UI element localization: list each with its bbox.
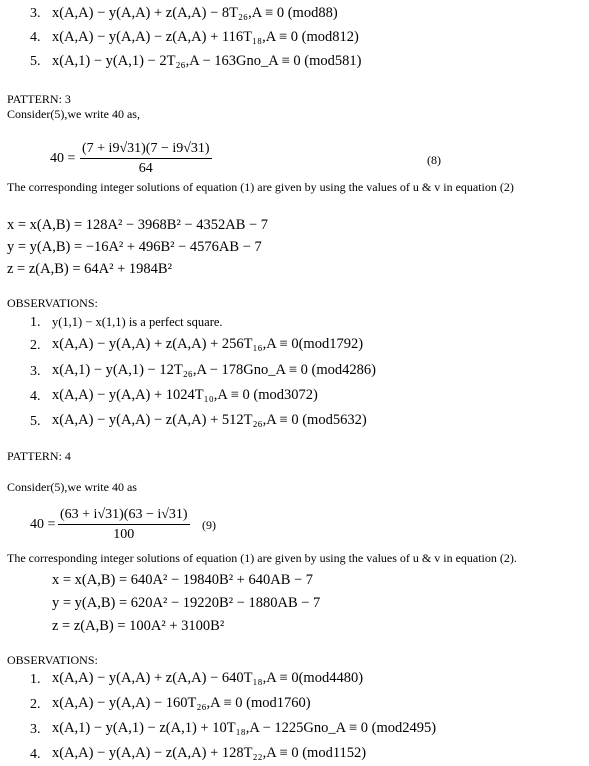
obs-number: 3.: [30, 364, 41, 379]
obs-number: 1.: [30, 315, 41, 330]
consider-text: Consider(5),we write 40 as: [7, 480, 137, 494]
obs-number: 1.: [30, 672, 41, 687]
observation-equation: x(A,A) − y(A,A) − z(A,A) + 116T₁₈,A ≡ 0 (mod812): [52, 29, 359, 45]
observation-equation: x(A,A) − y(A,A) − 160T₂₆,A ≡ 0 (mod1760): [52, 695, 311, 711]
observation-equation: x(A,A) − y(A,A) + z(A,A) − 640T₁₈,A ≡ 0(mod4480): [52, 670, 364, 686]
obs-number: 2.: [30, 697, 41, 712]
obs-number: 4.: [30, 747, 41, 762]
pattern-heading: PATTERN: 3: [7, 92, 71, 106]
solution-x: x = x(A,B) = 128A² − 3968B² − 4352AB − 7: [7, 217, 269, 233]
observation-equation: x(A,A) − y(A,A) + 1024T₁₀,A ≡ 0 (mod3072): [52, 387, 318, 403]
paragraph-text: The corresponding integer solutions of equation (1) are given by using the values of u & v in equation (2): [7, 180, 514, 194]
observation-equation: x(A,A) − y(A,A) − z(A,A) + 512T₂₆,A ≡ 0 (mod5632): [52, 412, 367, 428]
observation-equation: x(A,1) − y(A,1) − z(A,1) + 10T₁₈,A − 1225Gno_A ≡ 0 (mod2495): [52, 720, 437, 736]
equation-number: (8): [427, 153, 441, 167]
fraction-numerator: (7 + i9√31)(7 − i9√31): [80, 141, 212, 159]
observation-equation: x(A,1) − y(A,1) − 2T₂₆,A − 163Gno_A ≡ 0 (mod581): [52, 53, 362, 69]
solution-y: y = y(A,B) = 620A² − 19220B² − 1880AB − 7: [52, 595, 321, 611]
solution-x: x = x(A,B) = 640A² − 19840B² + 640AB − 7: [52, 572, 314, 588]
equation-number: (9): [202, 518, 216, 532]
observations-title: OBSERVATIONS:: [7, 653, 98, 667]
observations-title: OBSERVATIONS:: [7, 296, 98, 310]
observation-equation: x(A,A) − y(A,A) + z(A,A) − 8T₂₆,A ≡ 0 (mod88): [52, 5, 338, 21]
fraction-denominator: 64: [138, 161, 153, 176]
consider-text: Consider(5),we write 40 as,: [7, 107, 140, 121]
observation-equation: x(A,A) − y(A,A) + z(A,A) + 256T₁₆,A ≡ 0(mod1792): [52, 336, 364, 352]
fraction-numerator: (63 + i√31)(63 − i√31): [58, 507, 190, 525]
obs-number: 2.: [30, 338, 41, 353]
fraction-denominator: 100: [113, 527, 135, 542]
paragraph-text: The corresponding integer solutions of equation (1) are given by using the values of u & v in equation (2).: [7, 551, 517, 565]
obs-number: 5.: [30, 414, 41, 429]
pattern-heading: PATTERN: 4: [7, 449, 71, 463]
observation-text: y(1,1) − x(1,1) is a perfect square.: [52, 315, 223, 329]
observation-equation: x(A,1) − y(A,1) − 12T₂₆,A − 178Gno_A ≡ 0 (mod4286): [52, 362, 376, 378]
obs-number: 3.: [30, 6, 41, 21]
solution-y: y = y(A,B) = −16A² + 496B² − 4576AB − 7: [7, 239, 262, 255]
solution-z: z = z(A,B) = 64A² + 1984B²: [7, 261, 172, 277]
fraction: [58, 507, 190, 543]
obs-number: 3.: [30, 722, 41, 737]
obs-number: 4.: [30, 30, 41, 45]
equation-lhs: 40 =: [50, 151, 76, 166]
solution-z: z = z(A,B) = 100A² + 3100B²: [52, 618, 225, 634]
obs-number: 4.: [30, 389, 41, 404]
equation-lhs: 40 =: [30, 517, 56, 532]
observation-equation: x(A,A) − y(A,A) − z(A,A) + 128T₂₂,A ≡ 0 (mod1152): [52, 745, 367, 761]
obs-number: 5.: [30, 54, 41, 69]
fraction: [80, 141, 212, 177]
